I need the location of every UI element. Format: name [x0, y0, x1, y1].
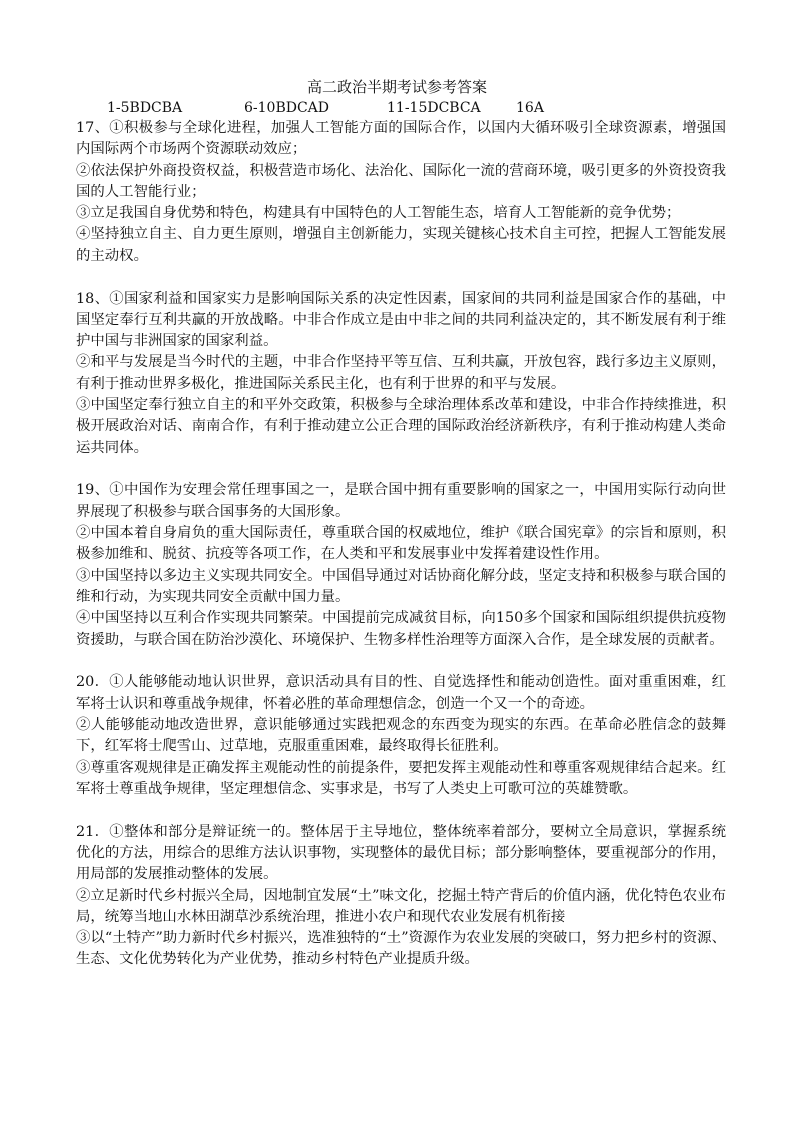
answer-paragraph: ③尊重客观规律是正确发挥主观能动性的前提条件，要把发挥主观能动性和尊重客观规律结合起来。红军将士尊重战争规律，坚定理想信念、实事求是，书写了人类史上可歌可泣的英雄赞歌。 [76, 759, 726, 797]
answer-paragraph: ③立足我国自身优势和特色，构建具有中国特色的人工智能生态，培育人工智能新的竞争优势； [76, 205, 681, 222]
answer-key-11-15: 11-15DCBCA [387, 100, 481, 116]
answer-paragraph: ②依法保护外商投资权益，积极营造市场化、法治化、国际化一流的营商环境，吸引更多的外资投资我国的人工智能行业； [76, 162, 726, 200]
answer-paragraph: ②立足新时代乡村振兴全局，因地制宜发展“土”味文化，挖掘土特产背后的价值内涵，优化特色农业布局，统筹当地山水林田湖草沙系统治理，推进小农户和现代农业发展有机衔接 [76, 887, 726, 925]
question-20-answer [76, 672, 726, 800]
answer-key-16: 16A [516, 100, 544, 116]
question-18-answer [76, 289, 726, 459]
answer-paragraph: 20．①人能够能动地认识世界，意识活动具有目的性、自觉选择性和能动创造性。面对重重困难，红军将士认识和尊重战争规律，怀着必胜的革命理想信念，创造一个又一个的奇迹。 [76, 674, 726, 712]
answer-paragraph: 18、①国家利益和国家实力是影响国际关系的决定性因素，国家间的共同利益是国家合作的基础，中国坚定奉行互利共赢的开放战略。中非合作成立是由中非之间的共同利益决定的，其不断发展有利于维护中国与非洲国家的国家利益。 [76, 290, 726, 350]
answer-content [76, 118, 726, 971]
section-spacer [76, 267, 726, 289]
answer-paragraph: ③中国坚定奉行独立自主的和平外交政策，积极参与全球治理体系改革和建设，中非合作持续推进，积极开展政治对话、南南合作，有利于推动建立公正合理的国际政治经济新秩序，有利于推动构建人类命运共同体。 [76, 397, 726, 456]
answer-paragraph: 17、①积极参与全球化进程，加强人工智能方面的国际合作，以国内大循环吸引全球资源素，增强国内国际两个市场两个资源联动效应； [76, 120, 726, 158]
answer-paragraph: 19、①中国作为安理会常任理事国之一，是联合国中拥有重要影响的国家之一，中国用实际行动向世界展现了积极参与联合国事务的大国形象。 [76, 482, 726, 520]
answer-paragraph: ③中国坚持以多边主义实现共同安全。中国倡导通过对话协商化解分歧，坚定支持和积极参与联合国的维和行动，为实现共同安全贡献中国力量。 [76, 567, 726, 605]
answer-key-1-5: 1-5BDCBA [107, 100, 183, 116]
answer-paragraph: ④中国坚持以互利合作实现共同繁荣。中国提前完成减贫目标，向150多个国家和国际组织提供抗疫物资援助，与联合国在防治沙漠化、环境保护、生物多样性治理等方面深入合作，是全球发展的贡献者。 [76, 610, 726, 648]
answer-paragraph: ②中国本着自身肩负的重大国际责任，尊重联合国的权威地位，维护《联合国宪章》的宗旨和原则，积极参加维和、脱贫、抗疫等各项工作，在人类和平和发展事业中发挥着建设性作用。 [76, 525, 726, 563]
question-21-answer [76, 822, 726, 971]
section-spacer [76, 651, 726, 673]
answer-paragraph: ④坚持独立自主、自力更生原则，增强自主创新能力，实现关键核心技术自主可控，把握人工智能发展的主动权。 [76, 226, 726, 264]
section-spacer [76, 800, 726, 822]
answer-paragraph: ②和平与发展是当今时代的主题，中非合作坚持平等互信、互利共赢，开放包容，践行多边主义原则，有利于推动世界多极化，推进国际关系民主化，也有利于世界的和平与发展。 [76, 354, 726, 392]
page-title: 高二政治半期考试参考答案 [306, 78, 487, 96]
answer-paragraph: ②人能够能动地改造世界，意识能够通过实践把观念的东西变为现实的东西。在革命必胜信念的鼓舞下，红军将士爬雪山、过草地，克服重重困难，最终取得长征胜利。 [76, 716, 726, 755]
answer-paragraph: 21．①整体和部分是辩证统一的。整体居于主导地位，整体统率着部分，要树立全局意识，掌握系统优化的方法，用综合的思维方法认识事物，实现整体的最优目标；部分影响整体，要重视部分的作用，用局部的发展推动整体的发展。 [76, 823, 726, 883]
answer-paragraph: ③以“土特产”助力新时代乡村振兴，选准独特的“土”资源作为农业发展的突破口，努力把乡村的资源、生态、文化优势转化为产业优势，推动乡村特色产业提质升级。 [76, 930, 726, 968]
section-spacer [76, 459, 726, 481]
question-17-answer [76, 118, 726, 267]
answer-key-6-10: 6-10BDCAD [244, 100, 330, 116]
question-19-answer [76, 480, 726, 650]
